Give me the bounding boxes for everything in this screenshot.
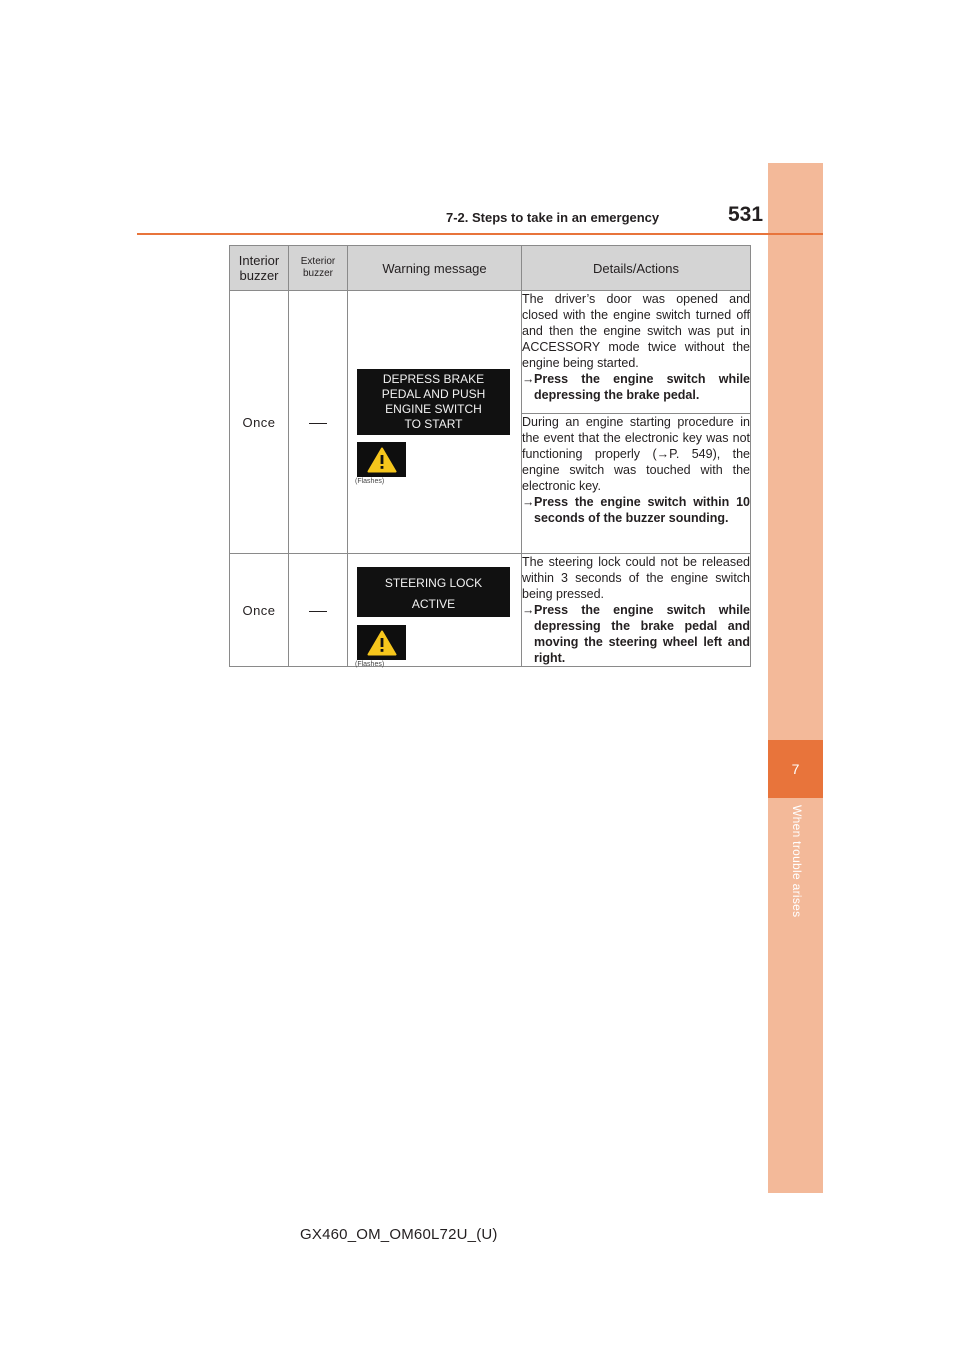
action-text: Press the engine switch while depressing the brake pedal and moving the steering wheel left and right. (534, 603, 750, 665)
chapter-title: When trouble arises (790, 805, 804, 918)
chapter-number: 7 (768, 740, 823, 798)
page-number: 531 (728, 203, 764, 226)
flashes-label: (Flashes) (355, 478, 385, 485)
arrow-icon: → (522, 494, 535, 509)
details-cell (522, 291, 751, 414)
header-exterior-buzzer: Exterior buzzer (289, 246, 348, 291)
display-screen (357, 567, 510, 617)
arrow-icon: → (522, 372, 535, 386)
chapter-side-tab (768, 163, 823, 1193)
detail-text: The driver’s door was opened and closed with the engine switch turned off and then the engine switch was put in ACCESSORY mode twice without the engine being started. (522, 292, 750, 370)
warning-triangle-icon (357, 442, 406, 477)
display-screen (357, 369, 510, 435)
header-warning-message: Warning message (348, 246, 522, 291)
flashes-label: (Flashes) (355, 661, 385, 668)
detail-text: During an engine starting procedure in the event that the electronic key was not functioning properly (→P. 549), the engine switch was touched with the electronic key. (522, 414, 750, 493)
header-details-actions: Details/Actions (522, 246, 751, 291)
none-dash (309, 611, 327, 612)
screen-line: PEDAL AND PUSH (381, 387, 486, 401)
screen-line: DEPRESS BRAKE (382, 372, 485, 386)
screen-line: TO START (404, 417, 463, 431)
screen-line: ENGINE SWITCH (385, 402, 482, 416)
table-row (230, 554, 751, 667)
interior-buzzer-cell: Once (230, 554, 289, 667)
table-header-row (230, 246, 751, 291)
section-title: 7-2. Steps to take in an emergency (446, 210, 660, 225)
table-row (230, 291, 751, 414)
warning-message-cell (348, 554, 522, 667)
none-dash (309, 423, 327, 424)
exterior-buzzer-cell (289, 554, 348, 667)
action-item (522, 494, 750, 526)
detail-text: The steering lock could not be released within 3 seconds of the engine switch being pressed. (522, 555, 750, 601)
header-rule (137, 233, 823, 235)
interior-buzzer-cell: Once (230, 291, 289, 554)
action-item (522, 602, 750, 666)
screen-line: ACTIVE (411, 597, 456, 611)
exterior-buzzer-cell (289, 291, 348, 554)
arrow-icon: → (522, 603, 535, 617)
warning-triangle-icon (357, 625, 406, 660)
warning-table (229, 245, 751, 667)
action-text: Press the engine switch while depressing the brake pedal. (534, 372, 750, 402)
header-interior-buzzer: Interior buzzer (230, 246, 289, 291)
details-cell (522, 554, 751, 667)
screen-line: STEERING LOCK (384, 576, 483, 590)
document-code: GX460_OM_OM60L72U_(U) (300, 1226, 498, 1243)
warning-message-cell (348, 291, 522, 554)
action-item (522, 371, 750, 403)
details-cell (522, 413, 751, 553)
action-text: Press the engine switch within 10 seconds of the buzzer sounding. (534, 494, 750, 525)
